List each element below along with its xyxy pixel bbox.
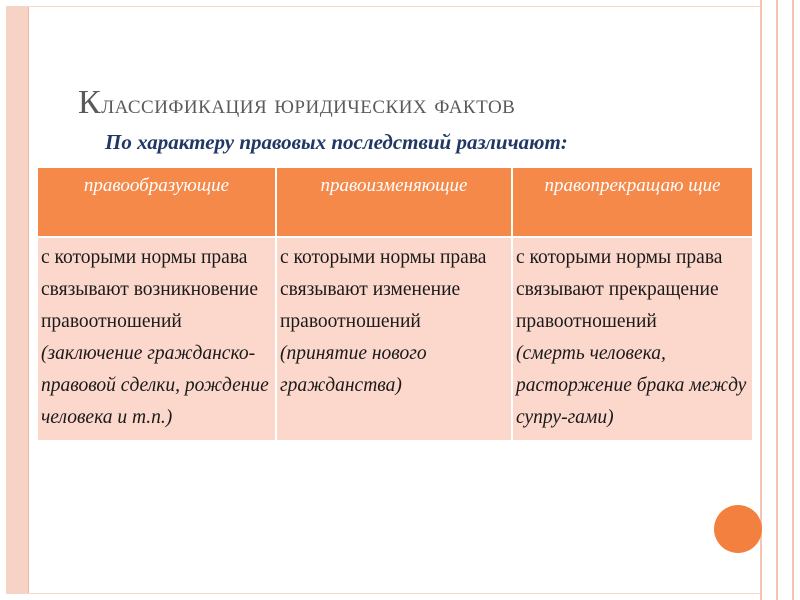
cell-description: с которыми нормы права связывают изменение правоотношений (280, 247, 487, 332)
header-law-creating: правообразующие (38, 168, 276, 237)
bottom-border-line (28, 593, 760, 594)
cell-law-terminating (512, 237, 752, 440)
header-law-terminating: правопрекращаю щие (512, 168, 752, 237)
cell-law-changing (276, 237, 512, 440)
facts-table (38, 168, 752, 440)
cell-example: (смерть человека, расторжение брака между супру-гами) (516, 343, 747, 428)
decor-orange-circle (714, 505, 762, 553)
cell-description: с которыми нормы права связывают прекращение правоотношений (516, 247, 723, 332)
table-header-row (38, 168, 752, 237)
cell-example: (заключение гражданско-правовой сделки, рождение человека и т.п.) (41, 343, 269, 428)
header-law-changing: правоизменяющие (276, 168, 512, 237)
cell-example: (принятие нового гражданства) (280, 343, 427, 396)
slide-title (78, 84, 515, 122)
cell-law-creating (38, 237, 276, 440)
slide-title-rest: лассификация юридических фактов (101, 89, 516, 119)
left-decor-bar (6, 6, 29, 594)
top-border-line (28, 6, 760, 7)
table-row (38, 237, 752, 440)
cell-description: с которыми нормы права связывают возникновение правоотношений (41, 247, 259, 332)
right-decor-lines (760, 0, 794, 600)
slide-subtitle: По характеру правовых последствий различают: (105, 130, 568, 154)
slide-title-first-letter: К (78, 84, 102, 121)
